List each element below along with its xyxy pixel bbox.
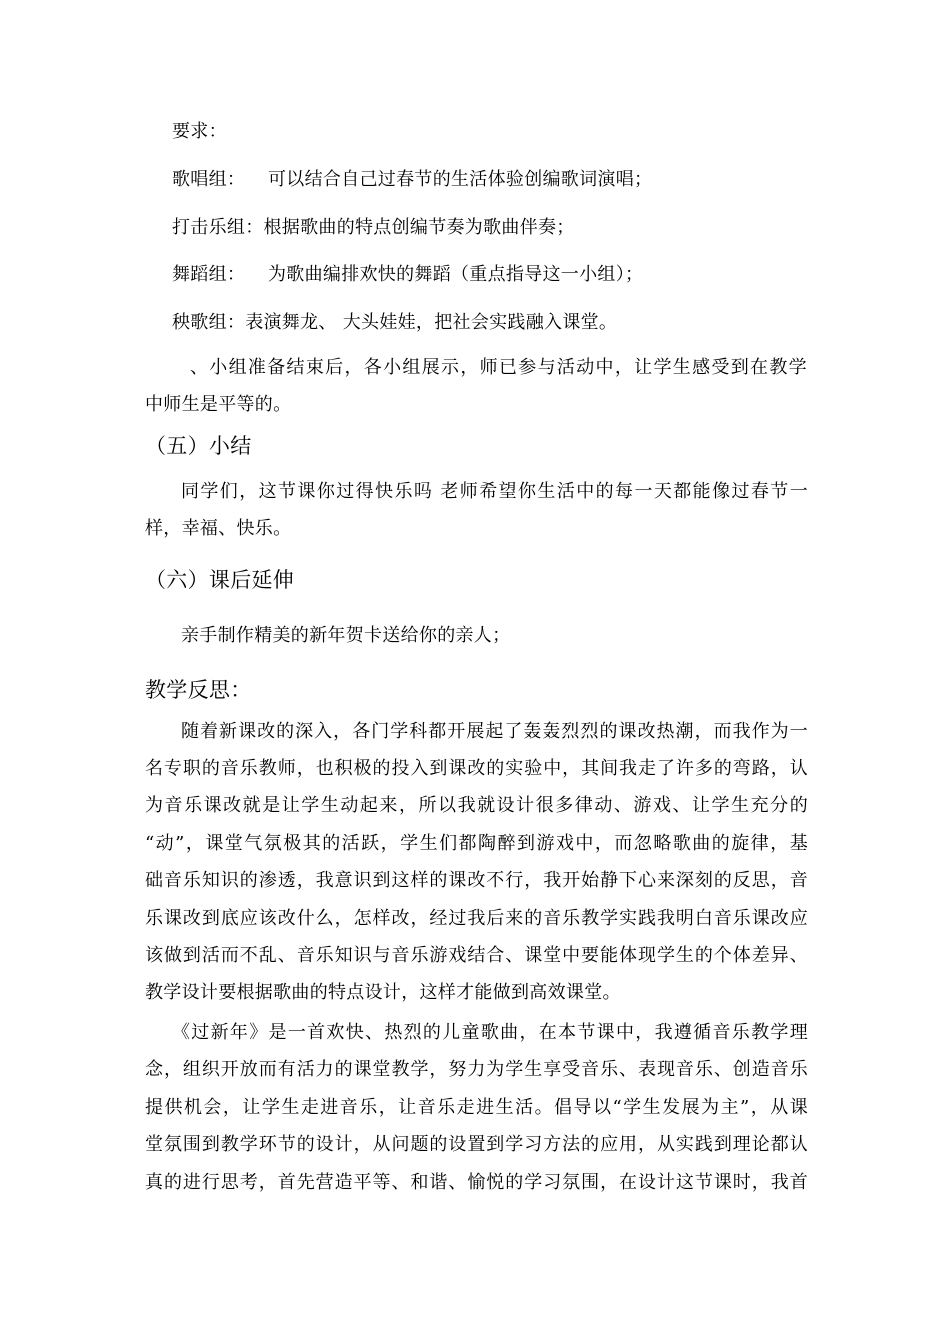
group-show-line: 中师生是平等的。	[145, 394, 292, 415]
reflection-line: 真的进行思考，首先营造平等、和谐、愉悦的学习氛围，在设计这节课时，我首	[145, 1172, 808, 1193]
requirement-dance	[172, 263, 643, 287]
requirement-percussion	[172, 216, 575, 240]
reflection-line: 础音乐知识的渗透，我意识到这样的课改不行，我开始静下心来深刻的反思，音	[145, 870, 808, 891]
reflection-line: “动”，课堂气氛极其的活跃，学生们都陶醉到游戏中，而忽略歌曲的旋律，基	[145, 833, 808, 854]
group-show-line: 、小组准备结束后，各小组展示，师已参与活动中，让学生感受到在教学	[190, 357, 807, 378]
reflection-line: 《过新年》是一首欢快、热烈的儿童歌曲，在本节课中，我遵循音乐教学理	[172, 1022, 808, 1043]
reflection-line: 提供机会，让学生走进音乐，让音乐走进生活。倡导以“学生发展为主”，从课	[145, 1097, 808, 1118]
requirements-title: 要求：	[172, 121, 227, 142]
requirement-label: 秧歌组：	[172, 312, 246, 333]
requirement-label: 歌唱组：	[172, 169, 246, 190]
extension-line: 亲手制作精美的新年贺卡送给你的亲人；	[181, 625, 511, 646]
requirement-label: 打击乐组：	[172, 217, 264, 238]
reflection-line: 该做到活而不乱、音乐知识与音乐游戏结合、课堂中要能体现学生的个体差异、	[145, 945, 808, 966]
requirement-label: 舞蹈组：	[172, 264, 246, 285]
section-heading: （六）课后延伸	[145, 568, 295, 592]
requirement-text: 可以结合自己过春节的生活体验创编歌词演唱；	[268, 169, 653, 190]
section-heading: （五）小结	[145, 434, 252, 458]
reflection-heading: 教学反思：	[145, 678, 252, 702]
reflection-line: 念，组织开放而有活力的课堂教学，努力为学生享受音乐、表现音乐、创造音乐	[145, 1059, 808, 1080]
summary-line: 同学们，这节课你过得快乐吗 老师希望你生活中的每一天都能像过春节一	[181, 481, 808, 502]
requirement-text: 为歌曲编排欢快的舞蹈（重点指导这一小组）；	[268, 264, 644, 285]
reflection-line: 为音乐课改就是让学生动起来，所以我就设计很多律动、游戏、让学生充分的	[145, 795, 808, 816]
reflection-line: 名专职的音乐教师，也积极的投入到课改的实验中，其间我走了许多的弯路，认	[145, 758, 808, 779]
requirement-text: 表演舞龙、 大头娃娃，把社会实践融入课堂。	[245, 312, 618, 333]
reflection-line: 随着新课改的深入，各门学科都开展起了轰轰烈烈的课改热潮，而我作为一	[181, 721, 808, 742]
requirement-text: 根据歌曲的特点创编节奏为歌曲伴奏；	[263, 217, 575, 238]
requirement-singing	[172, 168, 652, 192]
requirement-yangge	[172, 311, 617, 335]
summary-line: 样，幸福、快乐。	[145, 518, 292, 539]
reflection-line: 乐课改到底应该改什么，怎样改，经过我后来的音乐教学实践我明白音乐课改应	[145, 908, 808, 929]
reflection-line: 教学设计要根据歌曲的特点设计，这样才能做到高效课堂。	[145, 982, 621, 1003]
reflection-line: 堂氛围到教学环节的设计，从问题的设置到学习方法的应用，从实践到理论都认	[145, 1134, 808, 1155]
